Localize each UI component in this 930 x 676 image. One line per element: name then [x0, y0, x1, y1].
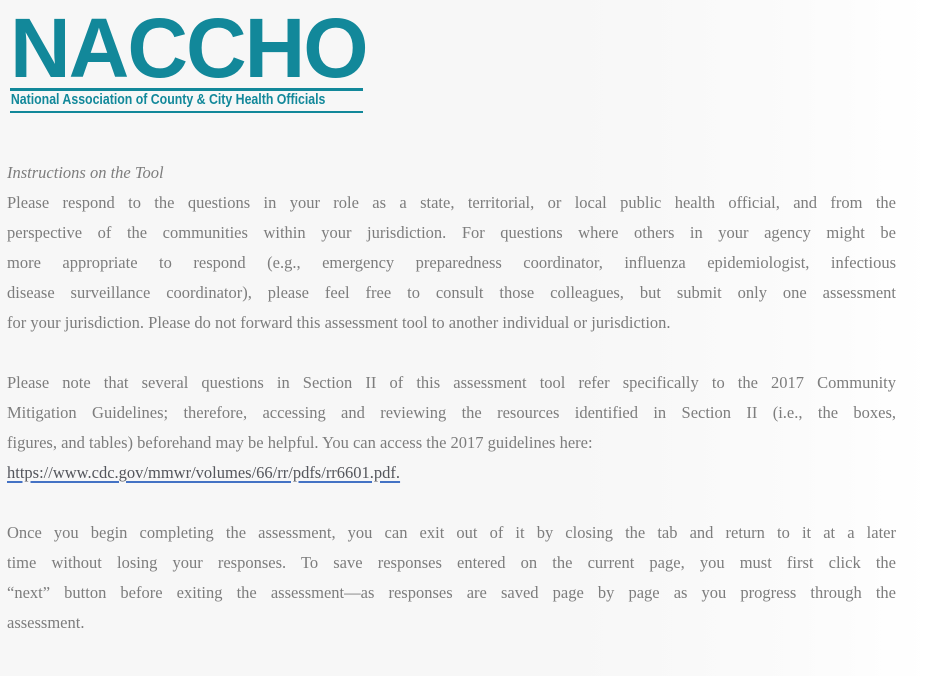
paragraph-guidelines-reference [7, 368, 896, 488]
text-line: Please note that several questions in Section II of this assessment tool refer specifically to the 2017 Community [7, 373, 896, 392]
text-line: time without losing your responses. To save responses entered on the current page, you must first click the [7, 553, 896, 572]
instructions-block [7, 158, 896, 638]
instructions-paragraphs [7, 188, 896, 638]
text-line: Mitigation Guidelines; therefore, accessing and reviewing the resources identified in Section II (i.e., the boxes, [7, 403, 896, 422]
naccho-wordmark: NACCHO [10, 1, 367, 95]
text-line: more appropriate to respond (e.g., emergency preparedness coordinator, influenza epidemiologist, infectious [7, 253, 896, 272]
naccho-tagline: National Association of County & City Health Officials [10, 92, 326, 108]
text-line: perspective of the communities within your jurisdiction. For questions where others in your agency might be [7, 223, 896, 242]
logo-rule-bottom [10, 111, 363, 113]
text-line: disease surveillance coordinator), please feel free to consult those colleagues, but submit only one assessment [7, 283, 896, 302]
cdc-guidelines-link[interactable]: https://www.cdc.gov/mmwr/volumes/66/rr/pdfs/rr6601.pdf. [7, 463, 401, 482]
text-line: figures, and tables) beforehand may be helpful. You can access the 2017 guidelines here: [7, 433, 593, 452]
paragraph-saving-responses [7, 518, 896, 638]
link-line [7, 458, 896, 488]
naccho-logo [10, 1, 367, 113]
text-line: “next” button before exiting the assessment—as responses are saved page by page as you progress through the [7, 583, 896, 602]
paragraph-respond-role [7, 188, 896, 338]
text-line: Once you begin completing the assessment, you can exit out of it by closing the tab and return to it at a later [7, 523, 896, 542]
instructions-heading: Instructions on the Tool [7, 163, 164, 182]
text-line: for your jurisdiction. Please do not forward this assessment tool to another individual or jurisdiction. [7, 313, 671, 332]
text-line: Please respond to the questions in your role as a state, territorial, or local public health official, and from the [7, 193, 896, 212]
text-line: assessment. [7, 613, 85, 632]
